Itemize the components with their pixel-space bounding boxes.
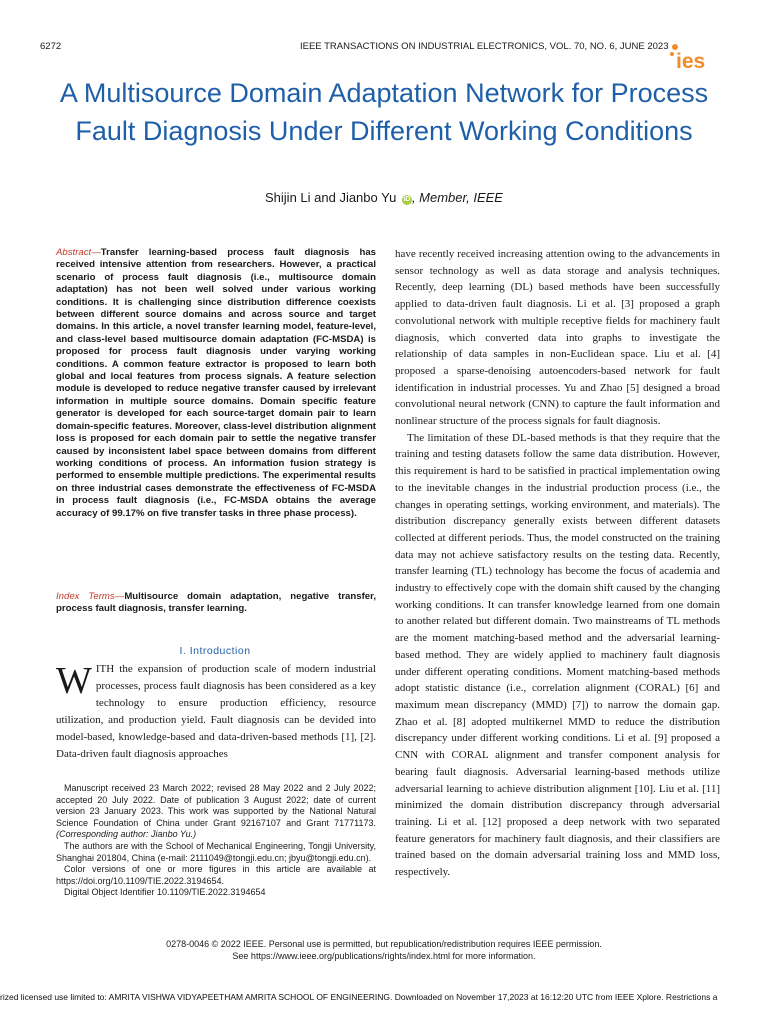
logo-text: ies (676, 50, 706, 73)
abstract (56, 247, 376, 520)
body-paragraph-1: have recently received increasing attention owing to the advancements in sensor technology as well as data storage and analysis techniques. Recently, deep learning (DL) based methods have been successfully applied to data-driven fault diagnosis. Li et al. [3] proposed a graph convolutional network with multiple receptive fields for machinery fault diagnosis, which converted data into graphs to investigate the relationship of data samples in non-Euclidean space. Liu et al. [4] proposed a sparse-denoising autoencoders-based network for fault identification in industrial processes. Yu and Zhao [5] designed a broad convolutional neural network (CNN) to capture the fault information and nonlinear structure of the process signals for fault diagnosis. (395, 248, 720, 428)
index-terms (56, 591, 376, 616)
footnote-received: Manuscript received 23 March 2022; revised 28 May 2022 and 2 July 2022; accepted 20 July 2022. Date of publication 3 August 2022; date of current version 23 January 2023. This work was supported by the National Natural Science Foundation of China under Grant 92167107 and Grant 71771173. (Corresponding author: Jianbo Yu.) (56, 783, 376, 840)
paper-title: A Multisource Domain Adaptation Network for Process Fault Diagnosis Under Different Working Conditions (59, 78, 709, 146)
author-membership: , Member, IEEE (411, 190, 503, 205)
body-paragraph-2: The limitation of these DL-based methods is that they require that the training and testing datasets follow the same data distribution. However, this requirement is hard to be satisfied in practical implementation owing to the inevitable changes in the industrial production process (i.e., the changes in operating settings, working environment, and materials). The distribution discrepancy generally exists between different datasets collected at different periods. Thus, the model constructed on the training data may not achieve satisfactory results on the testing data. Recently, transfer learning (TL) technology has become the focus of academia and industry to effectively cope with the domain shift caused by the changing working conditions. It can transfer knowledge learned from one domain to another related but different domain. Two mainstreams of TL methods are the moment matching-based method and the adversarial learning-based method. They are widely applied to machinery fault diagnosis under different operating conditions. Moment matching-based methods adopt statistic distance (i.e., correlation alignment (CORAL) [6] and maximum mean discrepancy (MMD) [7]) to narrow the domain gap. Zhao et al. [8] adopted multikernel MMD to reduce the distribution discrepancy under different working conditions. Li et al. [9] proposed a CNN with CORAL alignment and transfer component analysis for bearing fault diagnosis. Adversarial learning-based methods utilize adversarial learning to achieve distribution alignment [10]. Liu et al. [11] minimized the domain distribution discrepancy through adversarial training. Li et al. [12] proposed a deep network with two separated feature generators for machinery fault diagnosis, and their classifiers are trained based on the domain adversarial training loss and MMD loss, respectively. (395, 431, 720, 879)
copyright-notice (40, 938, 728, 962)
footnote-color-note: Color versions of one or more figures in this article are available at https://doi.org/10.1109/TIE.2022.3194654. (56, 864, 376, 886)
download-notice: rized licensed use limited to: AMRITA VISHWA VIDYAPEETHAM AMRITA SCHOOL OF ENGINEERING. Downloaded on November 17,2023 at 16:12:20 UTC from IEEE Xplore. Restrictions a (0, 992, 718, 1002)
corresponding-author: (Corresponding author: Jianbo Yu.) (56, 829, 197, 840)
drop-cap: W (56, 660, 92, 702)
abstract-label: Abstract— (56, 247, 101, 258)
author-names: Shijin Li and Jianbo Yu (265, 190, 397, 205)
footnote-affiliation: The authors are with the School of Mechanical Engineering, Tongji University, Shanghai 201804, China (e-mail: 2111049@tongji.edu.cn; jbyu@tongji.edu.cn). (56, 840, 376, 863)
author-line (40, 190, 728, 205)
page-number: 6272 (40, 41, 62, 52)
index-terms-label: Index Terms— (56, 591, 125, 602)
section-heading: I. Introduction (179, 645, 251, 657)
right-column (395, 246, 720, 881)
orcid-icon[interactable]: iD (403, 196, 411, 203)
intro-paragraph (56, 661, 376, 762)
journal-header: IEEE TRANSACTIONS ON INDUSTRIAL ELECTRONICS, VOL. 70, NO. 6, JUNE 2023 (300, 41, 669, 52)
copyright-line-2: See https://www.ieee.org/publications/rights/index.html for more information. (232, 951, 536, 961)
abstract-text: Transfer learning-based process fault diagnosis has received intensive attention from researchers. However, a practical scenario of process fault diagnosis (i.e., multisource domain adaptation) has not been well solved under various working conditions. It is challenging since distribution difference coexists between different source domains and across source and target domains. In this article, a novel transfer learning model, feature-level, and class-level based multisource domain adaptation (FC-MSDA) is proposed for process fault diagnosis under varying working conditions. A common feature extractor is proposed to learn both global and local features from process signals. A feature selection module is developed to reduce negative transfer caused by irrelevant information in multiple source domains. Domain specific feature generator is developed for each source-target domain pair to learn domain-specific features. Moreover, class-level distribution alignment loss is proposed for each domain pair to settle the negative transfer caused by inconsistent label space between domains from different working conditions of process. An information fusion strategy is performed to ensemble multiple predictions. The experimental results on three industrial cases demonstrate the effectiveness of FC-MSDA in process fault diagnosis (i.e., FC-MSDA obtains the average accuracy of 99.17% on five transfer tasks in three phase process). (56, 247, 376, 519)
copyright-line-1: 0278-0046 © 2022 IEEE. Personal use is permitted, but republication/redistribution requires IEEE permission. (166, 939, 602, 949)
index-terms-text: Multisource domain adaptation, negative transfer, process fault diagnosis, transfer learning. (56, 591, 376, 615)
footnote-doi: Digital Object Identifier 10.1109/TIE.2022.3194654 (64, 887, 266, 898)
ies-logo (668, 43, 720, 73)
first-page-footnote (56, 783, 376, 899)
intro-text: ITH the expansion of production scale of modern industrial processes, process fault diagnosis has been considered as a key technology to ensure production efficiency, resource utilization, and production yield. Fault diagnosis can be devided into model-based, knowledge-based and data-driven-based methods [1], [2]. Data-driven fault diagnosis approaches (56, 663, 376, 760)
